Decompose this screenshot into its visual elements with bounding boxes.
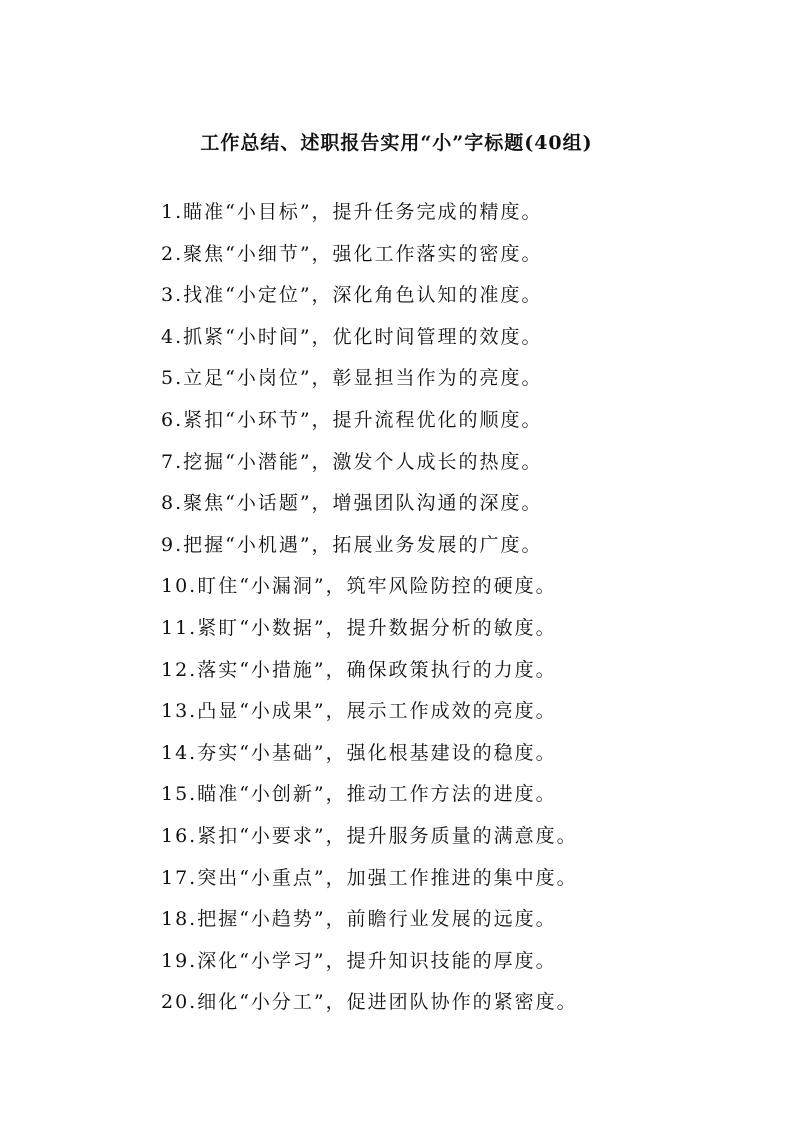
list-item: 6.紧扣“小环节”，提升流程优化的顺度。 [161, 408, 543, 431]
list-item: 20.细化“小分工”，促进团队协作的紧密度。 [161, 991, 578, 1014]
list-item: 2.聚焦“小细节”，强化工作落实的密度。 [161, 242, 543, 265]
list-item: 8.聚焦“小话题”，增强团队沟通的深度。 [161, 492, 543, 515]
list-item: 18.把握“小趋势”，前瞻行业发展的远度。 [161, 908, 557, 931]
list-item: 1.瞄准“小目标”，提升任务完成的精度。 [161, 201, 543, 223]
list-item: 11.紧盯“小数据”，提升数据分析的敏度。 [161, 616, 557, 639]
list-item: 13.凸显“小成果”，展示工作成效的亮度。 [161, 700, 557, 723]
list-item: 19.深化“小学习”，提升知识技能的厚度。 [161, 949, 557, 972]
list-item: 10.盯住“小漏洞”，筑牢风险防控的硬度。 [161, 575, 557, 598]
list-item: 9.把握“小机遇”，拓展业务发展的广度。 [161, 533, 543, 556]
list-item: 3.找准“小定位”，深化角色认知的准度。 [161, 284, 543, 307]
list-item: 4.抓紧“小时间”，优化时间管理的效度。 [161, 325, 543, 348]
heading-list [161, 196, 578, 1028]
list-item: 7.挖掘“小潜能”，激发个人成长的热度。 [161, 450, 543, 473]
list-item: 5.立足“小岗位”，彰显担当作为的亮度。 [161, 367, 543, 390]
list-item: 17.突出“小重点”，加强工作推进的集中度。 [161, 866, 578, 889]
list-item: 12.落实“小措施”，确保政策执行的力度。 [161, 658, 557, 681]
list-item: 15.瞄准“小创新”，推动工作方法的进度。 [161, 783, 557, 806]
document-title: 工作总结、述职报告实用“小”字标题(40组) [200, 132, 593, 154]
list-item: 16.紧扣“小要求”，提升服务质量的满意度。 [161, 824, 578, 847]
list-item: 14.夯实“小基础”，强化根基建设的稳度。 [161, 741, 557, 764]
